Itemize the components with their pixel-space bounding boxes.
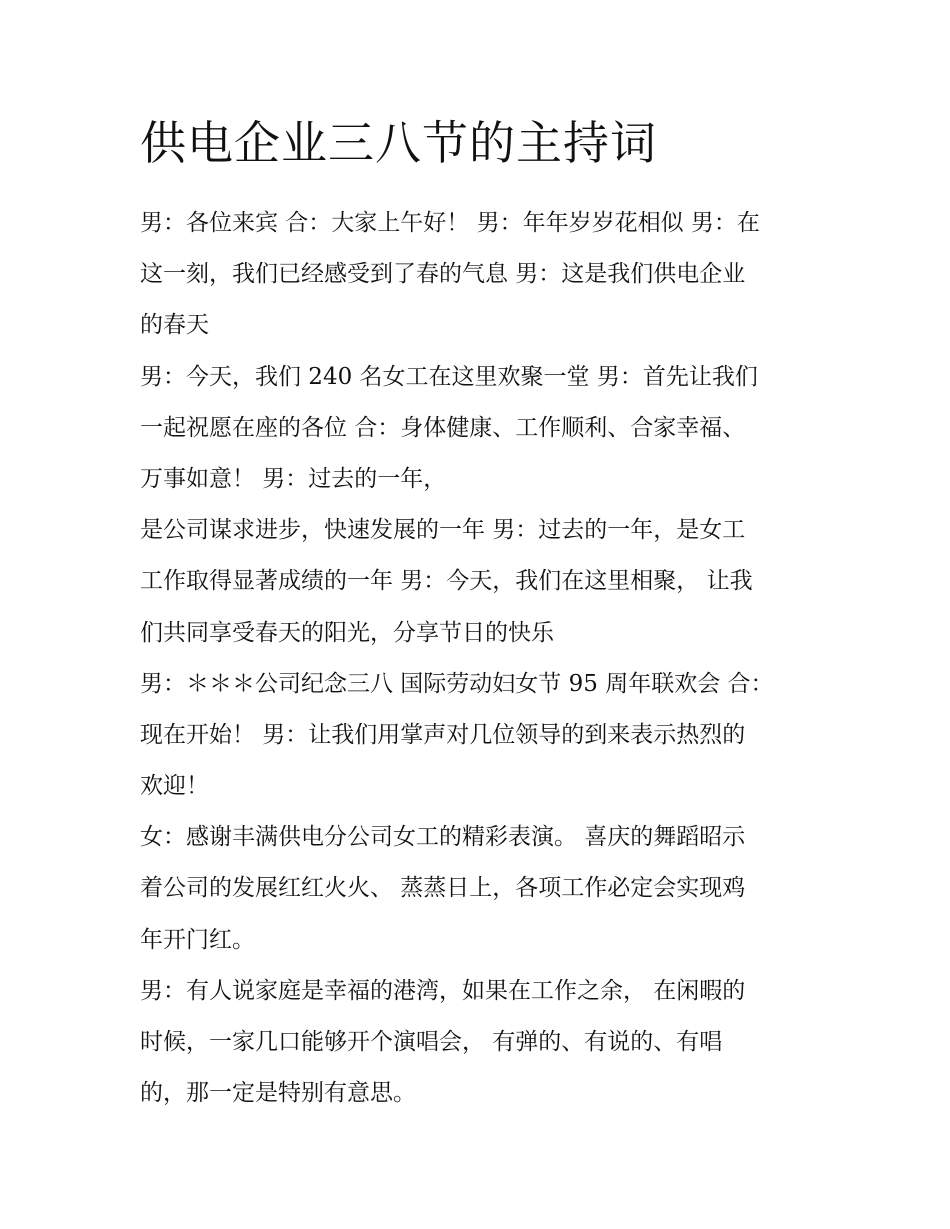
text-line: 男：有人说家庭是幸福的港湾，如果在工作之余， 在闲暇的: [140, 977, 746, 1004]
text-line: 的春天: [140, 312, 209, 339]
text-line: 的，那一定是特别有意思。: [140, 1080, 416, 1107]
text-line: 是公司谋求进步，快速发展的一年 男：过去的一年，是女工: [140, 517, 746, 544]
document-body: [140, 198, 810, 1119]
text-line: 们共同享受春天的阳光，分享节日的快乐: [140, 619, 554, 646]
text-line: 年开门红。: [140, 926, 255, 953]
text-line: 现在开始！ 男：让我们用掌声对几位领导的到来表示热烈的: [140, 721, 746, 748]
text-line: 欢迎！: [140, 773, 209, 800]
text-line: 一起祝愿在座的各位 合：身体健康、工作顺利、合家幸福、: [140, 414, 746, 441]
text-line: 男：＊＊＊公司纪念三八 国际劳动妇女节 95 周年联欢会 合：: [140, 670, 774, 697]
text-line: 男：今天，我们 240 名女工在这里欢聚一堂 男：首先让我们: [140, 363, 758, 390]
text-line: 时候，一家几口能够开个演唱会， 有弹的、有说的、有唱: [140, 1029, 723, 1055]
text-line: 工作取得显著成绩的一年 男：今天，我们在这里相聚， 让我: [140, 568, 753, 595]
text-line: 女：感谢丰满供电分公司女工的精彩表演。 喜庆的舞蹈昭示: [140, 824, 746, 851]
text-line: 这一刻，我们已经感受到了春的气息 男：这是我们供电企业: [140, 261, 746, 288]
text-line: 男：各位来宾 合：大家上午好！ 男：年年岁岁花相似 男：在: [140, 210, 760, 236]
text-line: 万事如意！ 男：过去的一年，: [140, 465, 447, 492]
text-line: 着公司的发展红红火火、 蒸蒸日上，各项工作必定会实现鸡: [140, 875, 746, 902]
document-title: 供电企业三八节的主持词: [140, 116, 657, 170]
